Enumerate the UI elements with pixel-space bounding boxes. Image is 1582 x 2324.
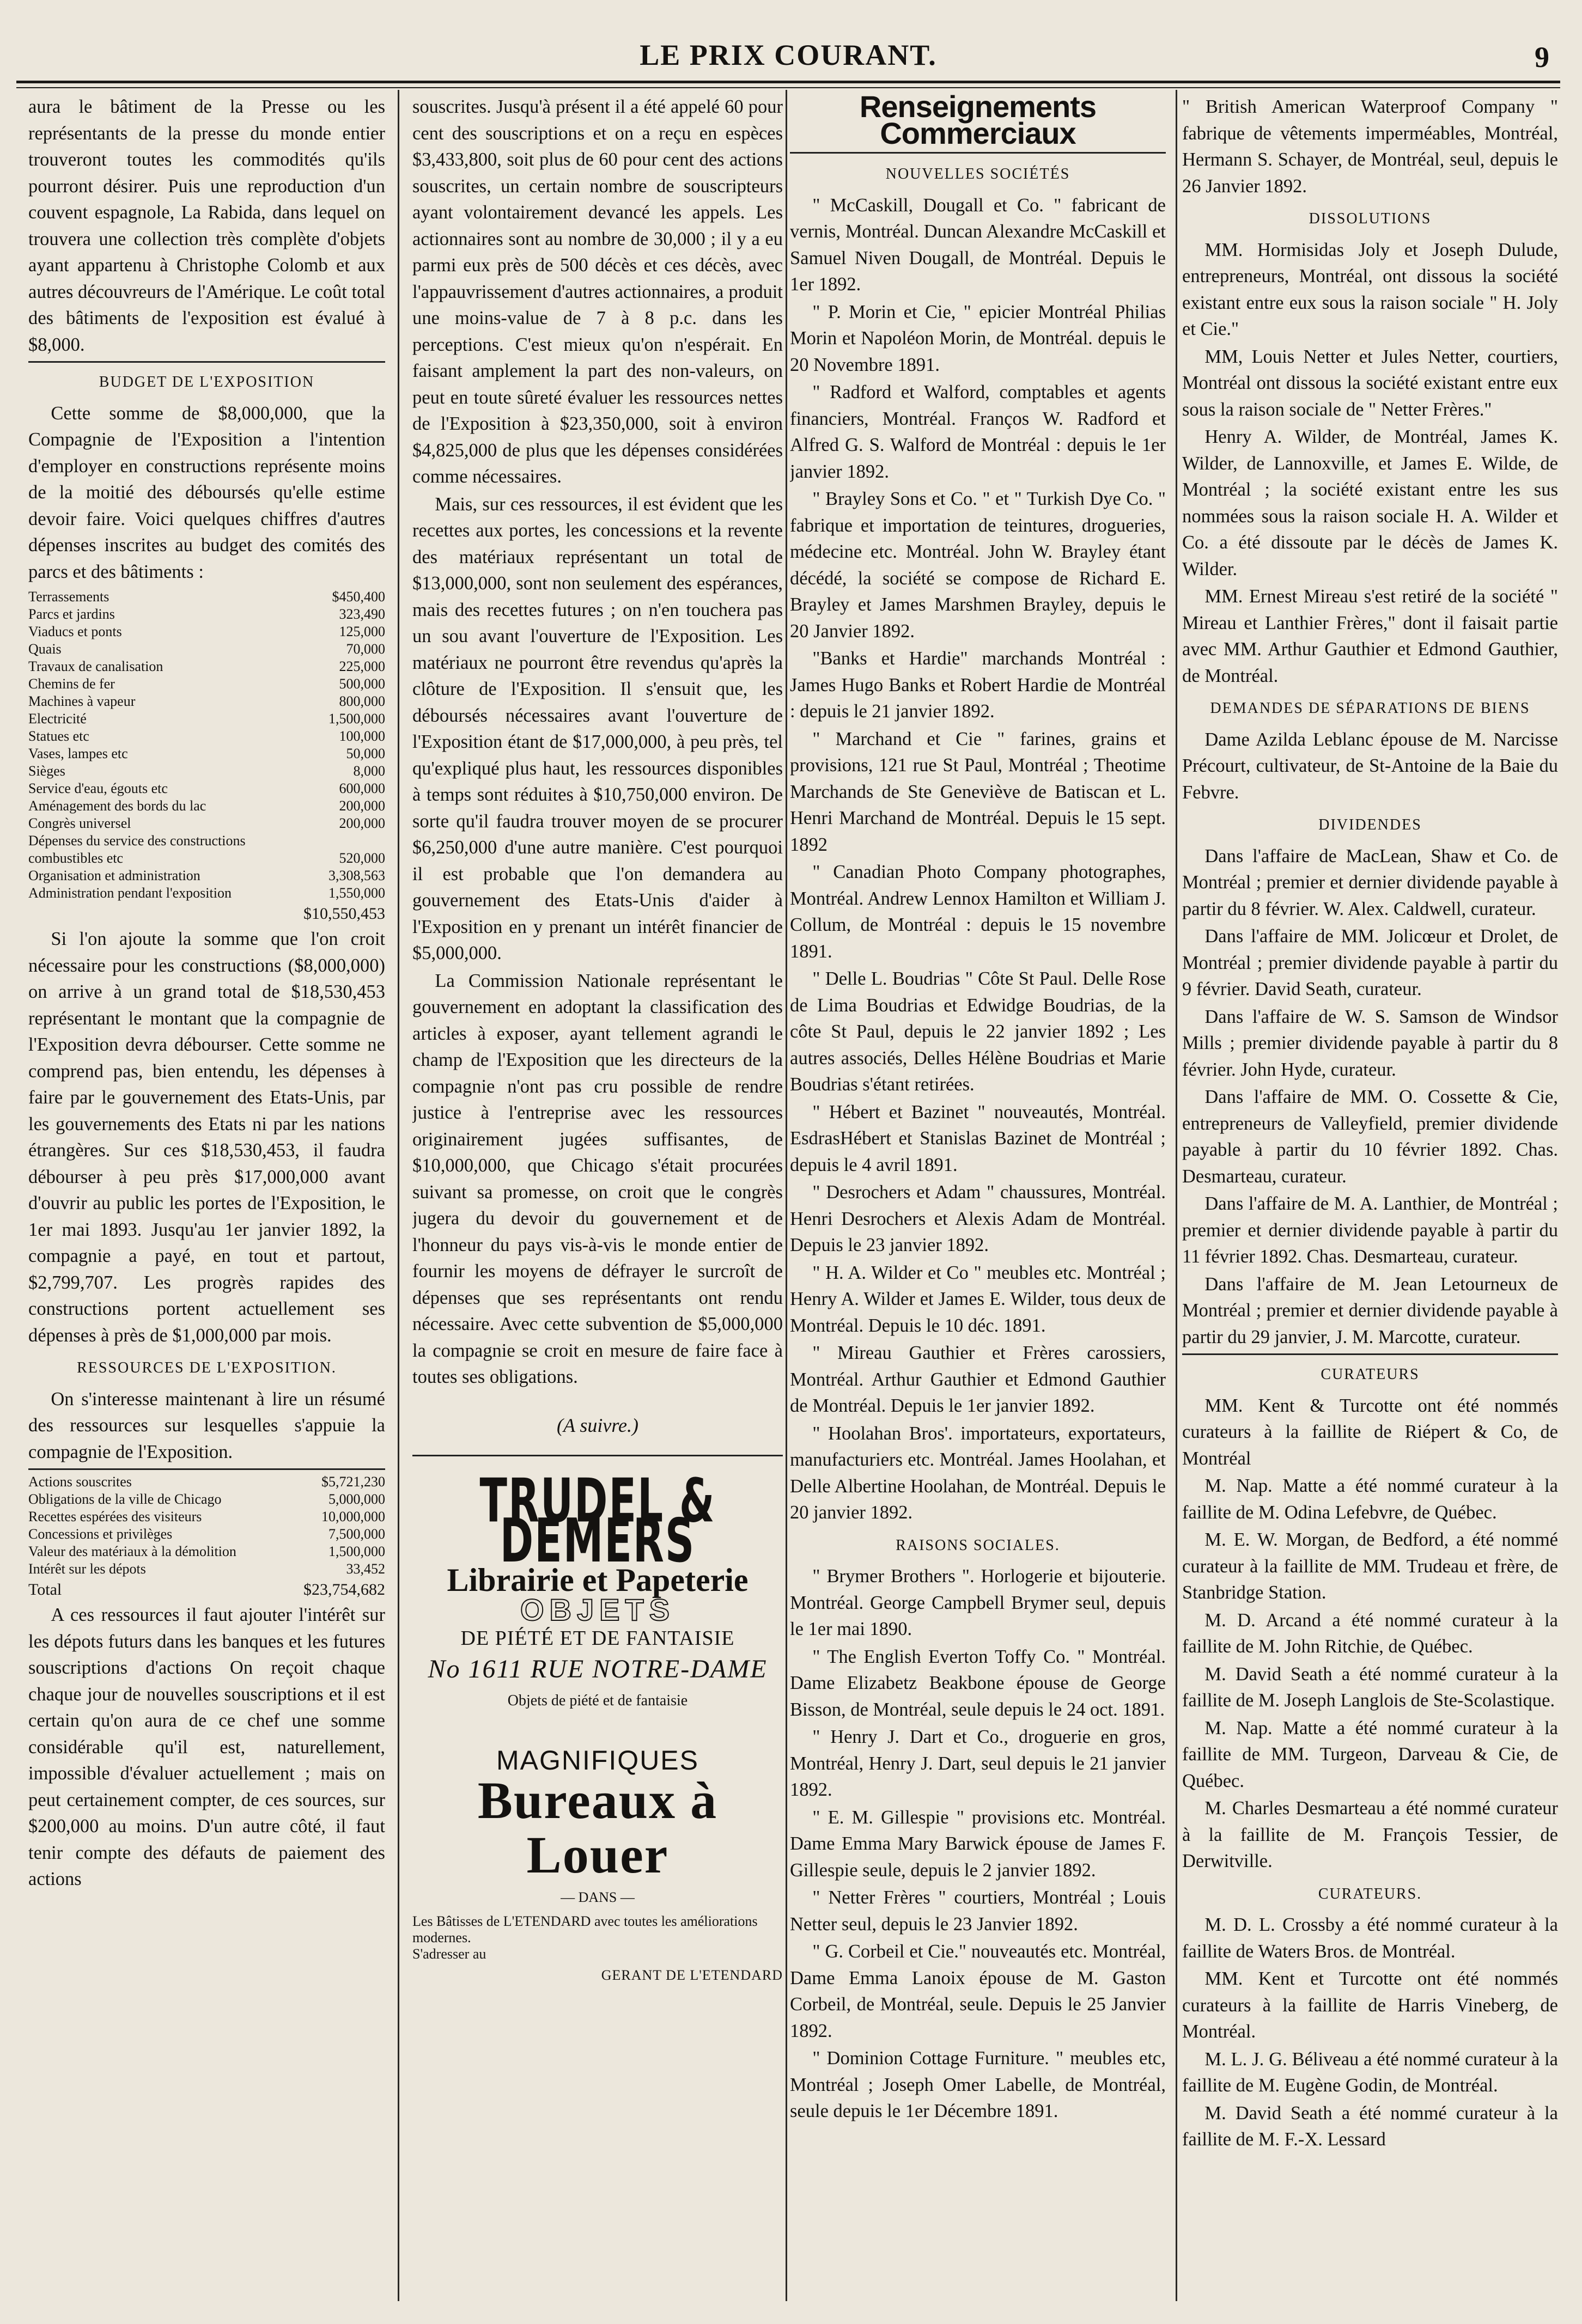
page-number: 9 bbox=[1535, 41, 1549, 74]
ledger-amount: 70,000 bbox=[346, 641, 385, 657]
ledger-amount: 1,550,000 bbox=[328, 885, 385, 901]
dividendes-heading: DIVIDENDES bbox=[1318, 816, 1422, 833]
resources-total-row bbox=[28, 1578, 385, 1599]
ledger-label: Intérêt sur les dépots bbox=[28, 1561, 146, 1577]
ad-address-sub: Objets de piété et de fantaisie bbox=[507, 1692, 688, 1709]
ledger-label: Terrassements bbox=[28, 589, 109, 605]
ledger-amount: $5,721,230 bbox=[321, 1474, 385, 1490]
article-paragraph: On s'interesse maintenant à lire un résumé des ressources sur lesquelles s'appuie la compagnie de l'Exposition. bbox=[28, 1388, 385, 1462]
ledger-amount: 100,000 bbox=[339, 728, 385, 744]
column-3 bbox=[790, 94, 1166, 2294]
budget-total: $10,550,453 bbox=[303, 905, 385, 923]
curateurs-heading: CURATEURS bbox=[1321, 1366, 1420, 1383]
notice-item: " British American Waterproof Company " fabrique de vêtements imperméables, Montréal, Hermann S. Schayer, de Montréal, seul, depuis le 26 Janvier 1892. bbox=[1182, 96, 1558, 197]
notice-item: " Henry J. Dart et Co., droguerie en gros, Montréal, Henry J. Dart, seul depuis le 21 janvier 1892. bbox=[790, 1727, 1166, 1800]
resources-table bbox=[28, 1473, 385, 1599]
notice-item: MM. Ernest Mireau s'est retiré de la société " Mireau et Lanthier Frères," dont il faisait partie avec MM. Arthur Gauthier et Edmond Gauthier, de Montréal. bbox=[1182, 586, 1558, 686]
ledger-label: Valeur des matériaux à la démolition bbox=[28, 1544, 236, 1559]
ledger-label: Machines à vapeur bbox=[28, 693, 136, 709]
ad-batisses: Les Bâtisses de L'ETENDARD avec toutes les améliorations modernes. bbox=[412, 1913, 758, 1945]
ledger-row bbox=[28, 1543, 385, 1560]
dissolutions-list bbox=[1182, 237, 1558, 690]
ad-dans: — DANS — bbox=[561, 1889, 635, 1905]
ledger-label: Service d'eau, égouts etc bbox=[28, 780, 168, 796]
ledger-row bbox=[28, 658, 385, 675]
article-paragraph: souscrites. Jusqu'à présent il a été appelé 60 pour cent des souscriptions et on a reçu en espèces $3,433,800, soit plus de 60 pour cent des actions souscrites, un certain nombre de souscripteurs ayant volontairement devancé les appels. Les actionnaires sont au nombre de 30,000 ; il y a eu parmi eux près de 500 décès et ces décès, avec l'appauvrissement d'autres actionnaires, a produit une moins-value de 7 à 8 p.c. dans les perceptions. C'est mieux qu'on n'espérait. En faisant amplement la part des non-valeurs, on peut en toute sûreté évaluer les ressources nettes de l'Exposition à $23,350,000, soit à environ $4,825,000 de plus que les dépenses considérées comme nécessaires. bbox=[412, 96, 783, 487]
ledger-row bbox=[28, 1473, 385, 1491]
ledger-label: Travaux de canalisation bbox=[28, 658, 163, 674]
ledger-row bbox=[28, 745, 385, 763]
notice-item: " P. Morin et Cie, " epicier Montréal Philias Morin et Napoléon Morin, de Montréal. depuis le 20 Novembre 1891. bbox=[790, 301, 1166, 375]
notice-item: " The English Everton Toffy Co. " Montréal. Dame Elizabetz Beakbone épouse de George Bisson, de Montréal, seule depuis le 24 oct. 1891. bbox=[790, 1646, 1166, 1720]
article-paragraph: Cette somme de $8,000,000, que la Compagnie de l'Exposition a l'intention d'employer en constructions représente moins de la moitié des déboursés qu'elle estime devoir faire. Voici quelques chiffres d'autres dépenses inscrites au budget des comités des parcs et des bâtiments : bbox=[28, 402, 385, 582]
notice-item: M. L. J. G. Béliveau a été nommé curateur à la faillite de M. Eugène Godin, de Montréal. bbox=[1182, 2048, 1558, 2096]
ledger-label: Vases, lampes etc bbox=[28, 746, 128, 761]
notice-item: " H. A. Wilder et Co " meubles etc. Montréal ; Henry A. Wilder et James E. Wilder, tous deux de Montréal. Depuis le 10 déc. 1891. bbox=[790, 1262, 1166, 1336]
ledger-row bbox=[28, 1526, 385, 1543]
ledger-amount: 200,000 bbox=[339, 815, 385, 831]
ledger-label: Concessions et privilèges bbox=[28, 1526, 173, 1542]
ledger-row bbox=[28, 797, 385, 815]
ledger-label: Recettes espérées des visiteurs bbox=[28, 1509, 202, 1524]
ledger-row bbox=[28, 832, 385, 867]
ledger-amount: 225,000 bbox=[339, 658, 385, 674]
ledger-row bbox=[28, 606, 385, 623]
dissolutions-heading: DISSOLUTIONS bbox=[1309, 210, 1432, 227]
ad-adresser: S'adresser au bbox=[412, 1945, 486, 1962]
ad-piete: DE PIÉTÉ ET DE FANTAISIE bbox=[460, 1627, 735, 1650]
ledger-amount: 33,452 bbox=[346, 1561, 385, 1577]
notice-item: " Canadian Photo Company photographes, Montréal. Andrew Lennox Hamilton et William J. Collum, de Montréal : depuis le 15 novembre 1891. bbox=[790, 862, 1166, 962]
notice-item: M. D. L. Crossby a été nommé curateur à la faillite de Waters Bros. de Montréal. bbox=[1182, 1914, 1558, 1962]
ledger-label: Congrès universel bbox=[28, 815, 131, 831]
section-title: Renseignements Commerciaux bbox=[790, 94, 1166, 154]
notice-item: " McCaskill, Dougall et Co. " fabricant de vernis, Montréal. Duncan Alexandre McCaskill et Samuel Niven Dougall, de Montréal. Depuis le 1er 1892. bbox=[790, 194, 1166, 295]
ledger-row bbox=[28, 763, 385, 780]
notice-item: "Banks et Hardie" marchands Montréal : James Hugo Banks et Robert Hardie de Montréal : depuis le 21 janvier 1892. bbox=[790, 648, 1166, 722]
ad-gerant: GERANT DE L'ETENDARD bbox=[601, 1967, 783, 1983]
raisons-heading: RAISONS SOCIALES. bbox=[896, 1536, 1060, 1554]
ledger-label: Statues etc bbox=[28, 728, 89, 744]
ledger-amount: 50,000 bbox=[346, 746, 385, 761]
notice-item: " G. Corbeil et Cie." nouveautés etc. Montréal, Dame Emma Lanoix épouse de M. Gaston Corbeil, de Montréal, seule. Depuis le 25 Janvier 1892. bbox=[790, 1941, 1166, 2041]
ledger-label: Obligations de la ville de Chicago bbox=[28, 1491, 222, 1507]
nouvelles-list bbox=[790, 192, 1166, 1526]
ledger-label: Administration pendant l'exposition bbox=[28, 885, 232, 901]
article-paragraph: La Commission Nationale représentant le gouvernement en adoptant la classification des articles à exposer, ayant tellement agrandi le champ de l'Exposition que les directeurs de la compagnie n'ont pas cru possible de rendre justice à l'entreprise avec les ressources originairement jugées suffisantes, de $10,000,000, que Chicago s'était procurées suivant sa promesse, on croit que le congrès jugera du devoir du gouvernement et de l'honneur du pays vis-à-vis le monde entier de fournir les moyens de défrayer le surcroît de dépenses que ses représentants ont rendu nécessaire. Avec cette subvention de $5,000,000 la compagnie se croit en mesure de faire face à toutes ses obligations. bbox=[412, 970, 783, 1387]
section-rule bbox=[28, 361, 385, 363]
page-title: LE PRIX COURANT. bbox=[640, 39, 937, 71]
ledger-row bbox=[28, 693, 385, 710]
ledger-amount: 323,490 bbox=[339, 606, 385, 622]
notice-item: M. Nap. Matte a été nommé curateur à la faillite de M. Odina Lefebvre, de Québec. bbox=[1182, 1475, 1558, 1523]
ledger-row bbox=[28, 588, 385, 606]
ledger-label: Quais bbox=[28, 641, 62, 657]
notice-item: Henry A. Wilder, de Montréal, James K. Wilder, de Lannoxville, et James E. Wilde, de Montréal ; la société existant entre les sus nommées sous la raison sociale H. A. Wilder et Co. a été dissoute par le décès de James K. Wilder. bbox=[1182, 426, 1558, 580]
ledger-amount: $450,400 bbox=[332, 589, 385, 605]
notice-item: Dans l'affaire de M. Jean Letourneux de Montréal ; premier et dernier dividende payable à partir du 29 janvier, J. M. Marcotte, curateur. bbox=[1182, 1273, 1558, 1347]
ledger-label: Sièges bbox=[28, 763, 65, 779]
notice-item: " Netter Frères " courtiers, Montréal ; Louis Netter seul, depuis le 23 Janvier 1892. bbox=[790, 1887, 1166, 1935]
separations-heading: DEMANDES DE SÉPARATIONS DE BIENS bbox=[1210, 700, 1530, 717]
ledger-amount: 125,000 bbox=[339, 624, 385, 639]
masthead-rule bbox=[16, 81, 1560, 83]
ledger-amount: 520,000 bbox=[339, 850, 385, 866]
ledger-amount: 7,500,000 bbox=[328, 1526, 385, 1542]
section-rule bbox=[28, 1468, 385, 1470]
ledger-amount: 1,500,000 bbox=[328, 711, 385, 727]
section-rule bbox=[1182, 1353, 1558, 1355]
ad-magnifiques: MAGNIFIQUES bbox=[496, 1744, 699, 1776]
ledger-label: Dépenses du service des constructions combustibles etc bbox=[28, 833, 246, 866]
ledger-row bbox=[28, 675, 385, 693]
ledger-label: Electricité bbox=[28, 711, 87, 727]
notice-item: M. David Seath a été nommé curateur à la faillite de M. F.-X. Lessard bbox=[1182, 2102, 1558, 2150]
ledger-row bbox=[28, 1508, 385, 1526]
article-paragraph: Si l'on ajoute la somme que l'on croit nécessaire pour les constructions ($8,000,000) on arrive à un grand total de $18,530,453 représentant le montant que la compagnie de l'Exposition devra débourser. Cette somme ne comprend pas, bien entendu, les dépenses à faire par le gouvernement des Etats-Unis, par les gouvernements des Etats ni par les nations étrangères. Sur ces $18,530,453, il faudra débourser à peu près $17,000,000 avant d'ouvrir au public les portes de l'Exposition, le 1er mai 1893. Jusqu'au 1er janvier 1892, la compagnie a payé, en tout et partout, $2,799,707. Les progrès rapides des constructions portent actuellement ses dépenses à près de $1,000,000 par mois. bbox=[28, 929, 385, 1346]
notice-item: M. Nap. Matte a été nommé curateur à la faillite de MM. Turgeon, Darveau & Cie, de Québec. bbox=[1182, 1717, 1558, 1791]
notice-item: M. D. Arcand a été nommé curateur à la faillite de M. John Ritchie, de Québec. bbox=[1182, 1609, 1558, 1657]
separations-list bbox=[1182, 727, 1558, 806]
notice-item: M. David Seath a été nommé curateur à la faillite de M. Joseph Langlois de Ste-Scolastique. bbox=[1182, 1663, 1558, 1711]
notice-item: " Desrochers et Adam " chaussures, Montréal. Henri Desrochers et Alexis Adam de Montréal. Depuis le 23 janvier 1892. bbox=[790, 1182, 1166, 1255]
ledger-amount: 10,000,000 bbox=[321, 1509, 385, 1524]
ledger-row bbox=[28, 815, 385, 832]
dividendes-list bbox=[1182, 843, 1558, 1351]
notice-item: Dans l'affaire de MacLean, Shaw et Co. de Montréal ; premier et dernier dividende payable à partir du 8 février. W. Alex. Caldwell, curateur. bbox=[1182, 845, 1558, 919]
column-4 bbox=[1182, 94, 1558, 2294]
masthead bbox=[16, 22, 1560, 82]
ledger-row bbox=[28, 623, 385, 641]
column-divider bbox=[398, 90, 399, 2301]
curateurs2-heading: CURATEURS. bbox=[1318, 1885, 1422, 1902]
ledger-amount: 5,000,000 bbox=[328, 1491, 385, 1507]
ledger-row bbox=[28, 885, 385, 902]
ledger-amount: 200,000 bbox=[339, 798, 385, 814]
notice-item: MM, Louis Netter et Jules Netter, courtiers, Montréal ont dissous la société existant entre eux sous la raison sociale de " Netter Frères." bbox=[1182, 346, 1558, 420]
curateurs-list bbox=[1182, 1393, 1558, 1875]
ledger-label: Parcs et jardins bbox=[28, 606, 115, 622]
raisons-list bbox=[790, 1563, 1166, 2125]
nouvelles-heading: NOUVELLES SOCIÉTÉS bbox=[885, 166, 1070, 182]
notice-item: MM. Kent & Turcotte ont été nommés curateurs à la faillite de Riépert & Co, de Montréal bbox=[1182, 1395, 1558, 1469]
notice-item: " Brymer Brothers ". Horlogerie et bijouterie. Montréal. George Campbell Brymer seul, depuis le 1er mai 1890. bbox=[790, 1566, 1166, 1639]
column-divider bbox=[1176, 90, 1177, 2301]
column-divider bbox=[786, 90, 787, 2301]
budget-heading: BUDGET DE L'EXPOSITION bbox=[99, 374, 315, 391]
article-paragraph: aura le bâtiment de la Presse ou les représentants de la presse du monde entier trouveront toutes les commodités qu'ils pourront désirer. Puis une reproduction d'un couvent espagnole, La Rabida, dans lequel on trouvera une collection très complète d'objets ayant appartenu à Christophe Colomb et aux autres découvreurs de l'Amérique. Le coût total des bâtiments de l'exposition est évalué à $8,000. bbox=[28, 96, 385, 355]
notice-item: " Brayley Sons et Co. " et " Turkish Dye Co. " fabrique et importation de teintures, drogueries, médecine etc. Montréal. John W. Brayley étant décédé, la société se compose de Richard E. Brayley et James Marshmen Brayley, depuis le 20 Janvier 1892. bbox=[790, 489, 1166, 642]
column-2 bbox=[412, 94, 783, 2294]
ledger-row bbox=[28, 641, 385, 658]
notice-item: " E. M. Gillespie " provisions etc. Montréal. Dame Emma Mary Barwick épouse de James F. Gillespie seule, depuis le 2 janvier 1892. bbox=[790, 1807, 1166, 1881]
ledger-label: Organisation et administration bbox=[28, 868, 200, 883]
notice-item: Dans l'affaire de M. A. Lanthier, de Montréal ; premier et dernier dividende payable à partir du 11 février 1892. Chas. Desmarteau, curateur. bbox=[1182, 1193, 1558, 1267]
ledger-label: Viaducs et ponts bbox=[28, 624, 122, 639]
notice-item: Dans l'affaire de W. S. Samson de Windsor Mills ; premier dividende payable à partir du 8 février. John Hyde, curateur. bbox=[1182, 1006, 1558, 1080]
notice-item: Dame Azilda Leblanc épouse de M. Narcisse Précourt, cultivateur, de St-Antoine de la Baie du Febvre. bbox=[1182, 729, 1558, 803]
ad-objets: OBJETS bbox=[520, 1592, 676, 1627]
masthead-rule-thin bbox=[16, 87, 1560, 88]
ledger-amount: 1,500,000 bbox=[328, 1544, 385, 1559]
notice-item: " Mireau Gauthier et Frères carossiers, Montréal. Arthur Gauthier et Edmond Gauthier de Montréal. Depuis le 1er janvier 1892. bbox=[790, 1343, 1166, 1416]
ledger-amount: 600,000 bbox=[339, 780, 385, 796]
notice-item: " Dominion Cottage Furniture. " meubles etc, Montréal ; Joseph Omer Labelle, de Montréal, seule depuis le 1er Décembre 1891. bbox=[790, 2048, 1166, 2121]
ad-bureaux: Bureaux à Louer bbox=[477, 1771, 718, 1884]
resources-total: $23,754,682 bbox=[303, 1581, 385, 1599]
notice-item: " Hébert et Bazinet " nouveautés, Montréal. EsdrasHébert et Stanislas Bazinet de Montréal ; depuis le 4 avril 1891. bbox=[790, 1101, 1166, 1175]
ad-business: Librairie et Papeterie bbox=[447, 1562, 749, 1598]
notice-item: " Radford et Walford, comptables et agents financiers, Montréal. Franços W. Radford et Alfred G. S. Walford de Montréal : depuis le 1er janvier 1892. bbox=[790, 382, 1166, 482]
ledger-amount: 8,000 bbox=[353, 763, 385, 779]
curateurs2-list bbox=[1182, 1912, 1558, 2153]
ledger-label: Actions souscrites bbox=[28, 1474, 132, 1490]
ledger-row bbox=[28, 867, 385, 885]
budget-total-row bbox=[28, 902, 385, 923]
ledger-label: Chemins de fer bbox=[28, 676, 115, 692]
ledger-row bbox=[28, 1560, 385, 1578]
article-paragraph: Mais, sur ces ressources, il est évident que les recettes aux portes, les concessions et la revente des matériaux représentant un total de $13,000,000, sont non seulement des espérances, mais des recettes futures ; on n'en touchera pas un sou avant l'ouverture de l'Exposition. Les matériaux ne pourront être revendus qu'après la clôture de l'Exposition. Il s'ensuit que, les déboursés nécessaires avant l'ouverture de l'Exposition étant de $17,000,000, à peu près, tel qu'expliqué plus haut, les ressources disponibles à temps sont réduites à $10,750,000 environ. De sorte qu'il faudra trouver moyen de se procurer $6,250,000 d'une autre manière. C'est pourquoi il est probable que l'on demandera au gouvernement des Etats-Unis d'aider à l'Exposition en y prenant un intérêt financier de $5,000,000. bbox=[412, 493, 783, 963]
ledger-amount: 3,308,563 bbox=[328, 868, 385, 883]
notice-item: MM. Kent et Turcotte ont été nommés curateurs à la faillite de Harris Vineberg, de Montréal. bbox=[1182, 1968, 1558, 2042]
notice-item: " Marchand et Cie " farines, grains et provisions, 121 rue St Paul, Montréal ; Theotime Marchands de Ste Geneviève de Batiscan et L. Henri Marchand de Montréal. Depuis le 15 sept. 1892 bbox=[790, 728, 1166, 855]
budget-table bbox=[28, 588, 385, 923]
ad-address: No 1611 RUE NOTRE-DAME bbox=[428, 1654, 768, 1683]
notice-item: M. E. W. Morgan, de Bedford, a été nommé curateur à la faillite de MM. Trudeau et frère, de Stanbridge Station. bbox=[1182, 1529, 1558, 1603]
resources-total-label: Total bbox=[28, 1581, 62, 1599]
resources-heading: RESSOURCES DE L'EXPOSITION. bbox=[77, 1359, 337, 1376]
ledger-amount: 500,000 bbox=[339, 676, 385, 692]
column-1 bbox=[28, 94, 385, 2294]
to-be-continued: (A suivre.) bbox=[557, 1414, 638, 1436]
ledger-row bbox=[28, 1491, 385, 1508]
ledger-row bbox=[28, 710, 385, 728]
advertisement bbox=[412, 1455, 783, 1988]
ledger-row bbox=[28, 780, 385, 797]
notice-item: " Hoolahan Bros'. importateurs, exportateurs, manufacturiers etc. Montréal. James Hoolahan, et Delle Albertine Hoolahan, de Montréal. Depuis le 20 janvier 1892. bbox=[790, 1423, 1166, 1523]
notice-item: Dans l'affaire de MM. Jolicœur et Drolet, de Montréal ; premier dividende payable à partir du 9 février. David Seath, curateur. bbox=[1182, 926, 1558, 999]
notice-item: " Delle L. Boudrias " Côte St Paul. Delle Rose de Lima Boudrias et Edwidge Boudrias, de la côte St Paul, depuis le 22 janvier 1892 ; Les autres associés, Delles Hélène Boudrias et Marie Boudrias s'étant retirées. bbox=[790, 968, 1166, 1095]
notice-item: M. Charles Desmarteau a été nommé curateur à la faillite de M. François Tessier, de Derwitville. bbox=[1182, 1798, 1558, 1871]
ledger-amount: 800,000 bbox=[339, 693, 385, 709]
notice-item: MM. Hormisidas Joly et Joseph Dulude, entrepreneurs, Montréal, ont dissous la société existant entre eux sous la raison sociale " H. Joly et Cie." bbox=[1182, 239, 1558, 339]
ad-firm-name: TRUDEL & DEMERS bbox=[479, 1466, 716, 1576]
ledger-row bbox=[28, 728, 385, 745]
article-paragraph: A ces ressources il faut ajouter l'intérêt sur les dépots futurs dans les banques et les futures souscriptions d'actions On reçoit chaque chaque jour de nouvelles souscriptions et il est certain qu'on aura de ce chef une somme considérable qu'il est, naturellement, impossible d'évaluer actuellement ; mais on peut certainement compter, de ces sources, sur $200,000 au moins. D'un autre côté, il faut tenir compte des défauts de paiement des actions bbox=[28, 1605, 385, 1889]
ledger-label: Aménagement des bords du lac bbox=[28, 798, 206, 814]
notice-item: Dans l'affaire de MM. O. Cossette & Cie, entrepreneurs de Valleyfield, premier dividende payable à partir du 10 février 1892. Chas. Desmarteau, curateur. bbox=[1182, 1087, 1558, 1187]
